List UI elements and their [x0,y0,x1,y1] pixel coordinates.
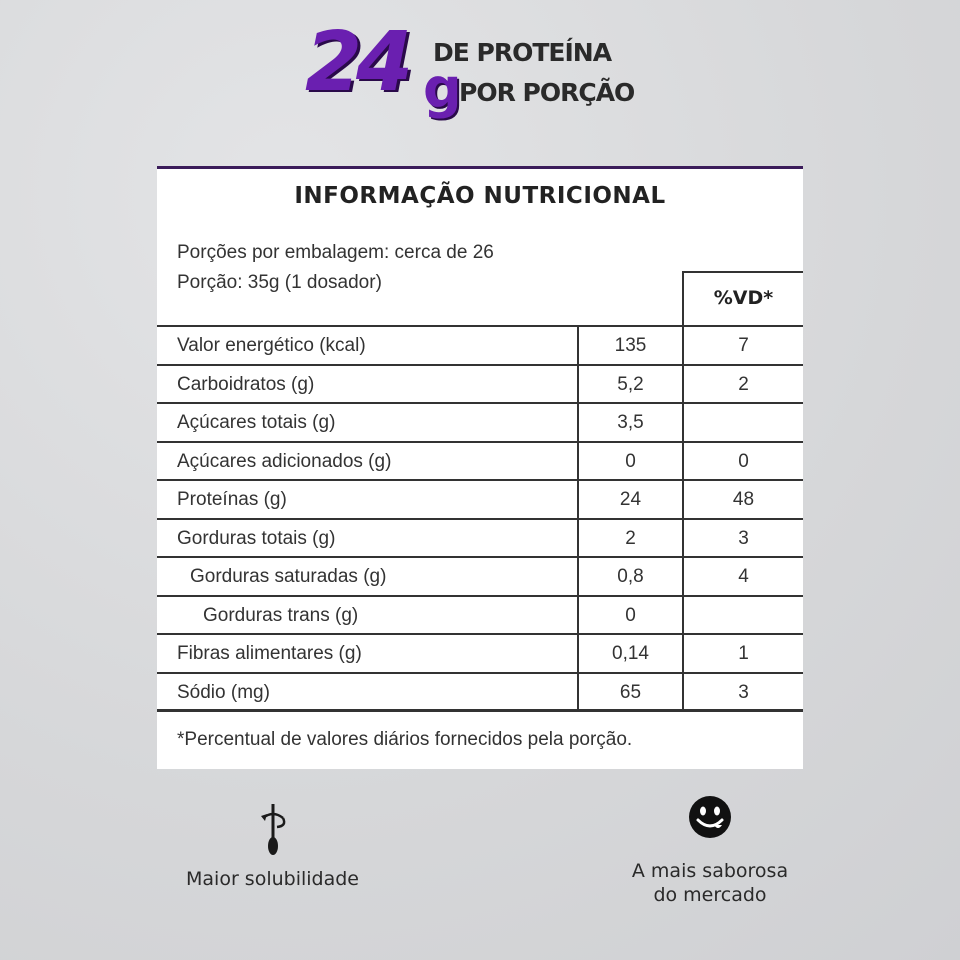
nutrient-daily-value: 2 [682,366,803,403]
nutrient-label: Açúcares adicionados (g) [177,450,392,472]
table-row [157,366,803,405]
table-row [157,635,803,674]
nutrient-quantity: 5,2 [577,366,682,403]
nutrient-label: Sódio (mg) [177,681,270,703]
nutrient-quantity: 0 [577,443,682,480]
table-row [157,404,803,443]
smiley-icon [687,794,733,840]
nutrition-title: INFORMAÇÃO NUTRICIONAL [294,183,666,209]
nutrient-quantity: 0,14 [577,635,682,672]
spoon-stir-icon [253,800,293,862]
nutrient-label: Gorduras trans (g) [203,604,359,626]
table-row [157,327,803,366]
vd-footnote: *Percentual de valores diários fornecidos pela porção. [177,729,633,750]
servings-per-package: Porções por embalagem: cerca de 26 [177,242,494,263]
nutrition-facts-panel [157,166,803,769]
nutrient-quantity: 65 [577,674,682,710]
feature-taste [590,794,830,907]
protein-unit: g [423,57,462,120]
feature-taste-line-1: A mais saborosa [631,860,789,882]
nutrient-quantity: 3,5 [577,404,682,441]
nutrient-label: Açúcares totais (g) [177,412,336,433]
nutrient-daily-value [682,404,803,441]
nutrient-daily-value: 3 [682,520,803,557]
headline-line-1: DE PROTEÍNA [433,38,612,67]
nutrient-daily-value: 1 [682,635,803,672]
nutrient-label: Fibras alimentares (g) [177,643,362,664]
feature-solubility [145,800,400,891]
table-row [157,520,803,559]
table-row [157,443,803,482]
vd-header-cell [682,271,803,327]
nutrient-quantity: 0,8 [577,558,682,595]
nutrient-label: Valor energético (kcal) [177,335,366,356]
headline-line-2: POR PORÇÃO [459,78,635,107]
protein-amount: 24 [305,15,408,110]
nutrition-table [157,325,803,712]
portion-size: Porção: 35g (1 dosador) [177,272,382,293]
feature-taste-line-2: do mercado [653,884,767,906]
nutrient-label: Carboidratos (g) [177,373,315,395]
nutrient-daily-value: 4 [682,558,803,595]
nutrient-daily-value: 0 [682,443,803,480]
table-row [157,597,803,636]
protein-headline [305,15,645,132]
nutrient-daily-value: 48 [682,481,803,518]
nutrient-daily-value: 3 [682,674,803,710]
table-row [157,674,803,713]
nutrient-quantity: 2 [577,520,682,557]
feature-solubility-label: Maior solubilidade [186,868,359,890]
nutrient-label: Proteínas (g) [177,489,287,510]
nutrient-daily-value [682,597,803,634]
nutrient-quantity: 24 [577,481,682,518]
vd-header: %VD* [713,287,774,309]
nutrient-quantity: 0 [577,597,682,634]
nutrient-label: Gorduras totais (g) [177,527,336,549]
table-row [157,481,803,520]
table-row [157,558,803,597]
nutrient-quantity: 135 [577,327,682,364]
nutrient-daily-value: 7 [682,327,803,364]
nutrient-label: Gorduras saturadas (g) [190,566,387,587]
